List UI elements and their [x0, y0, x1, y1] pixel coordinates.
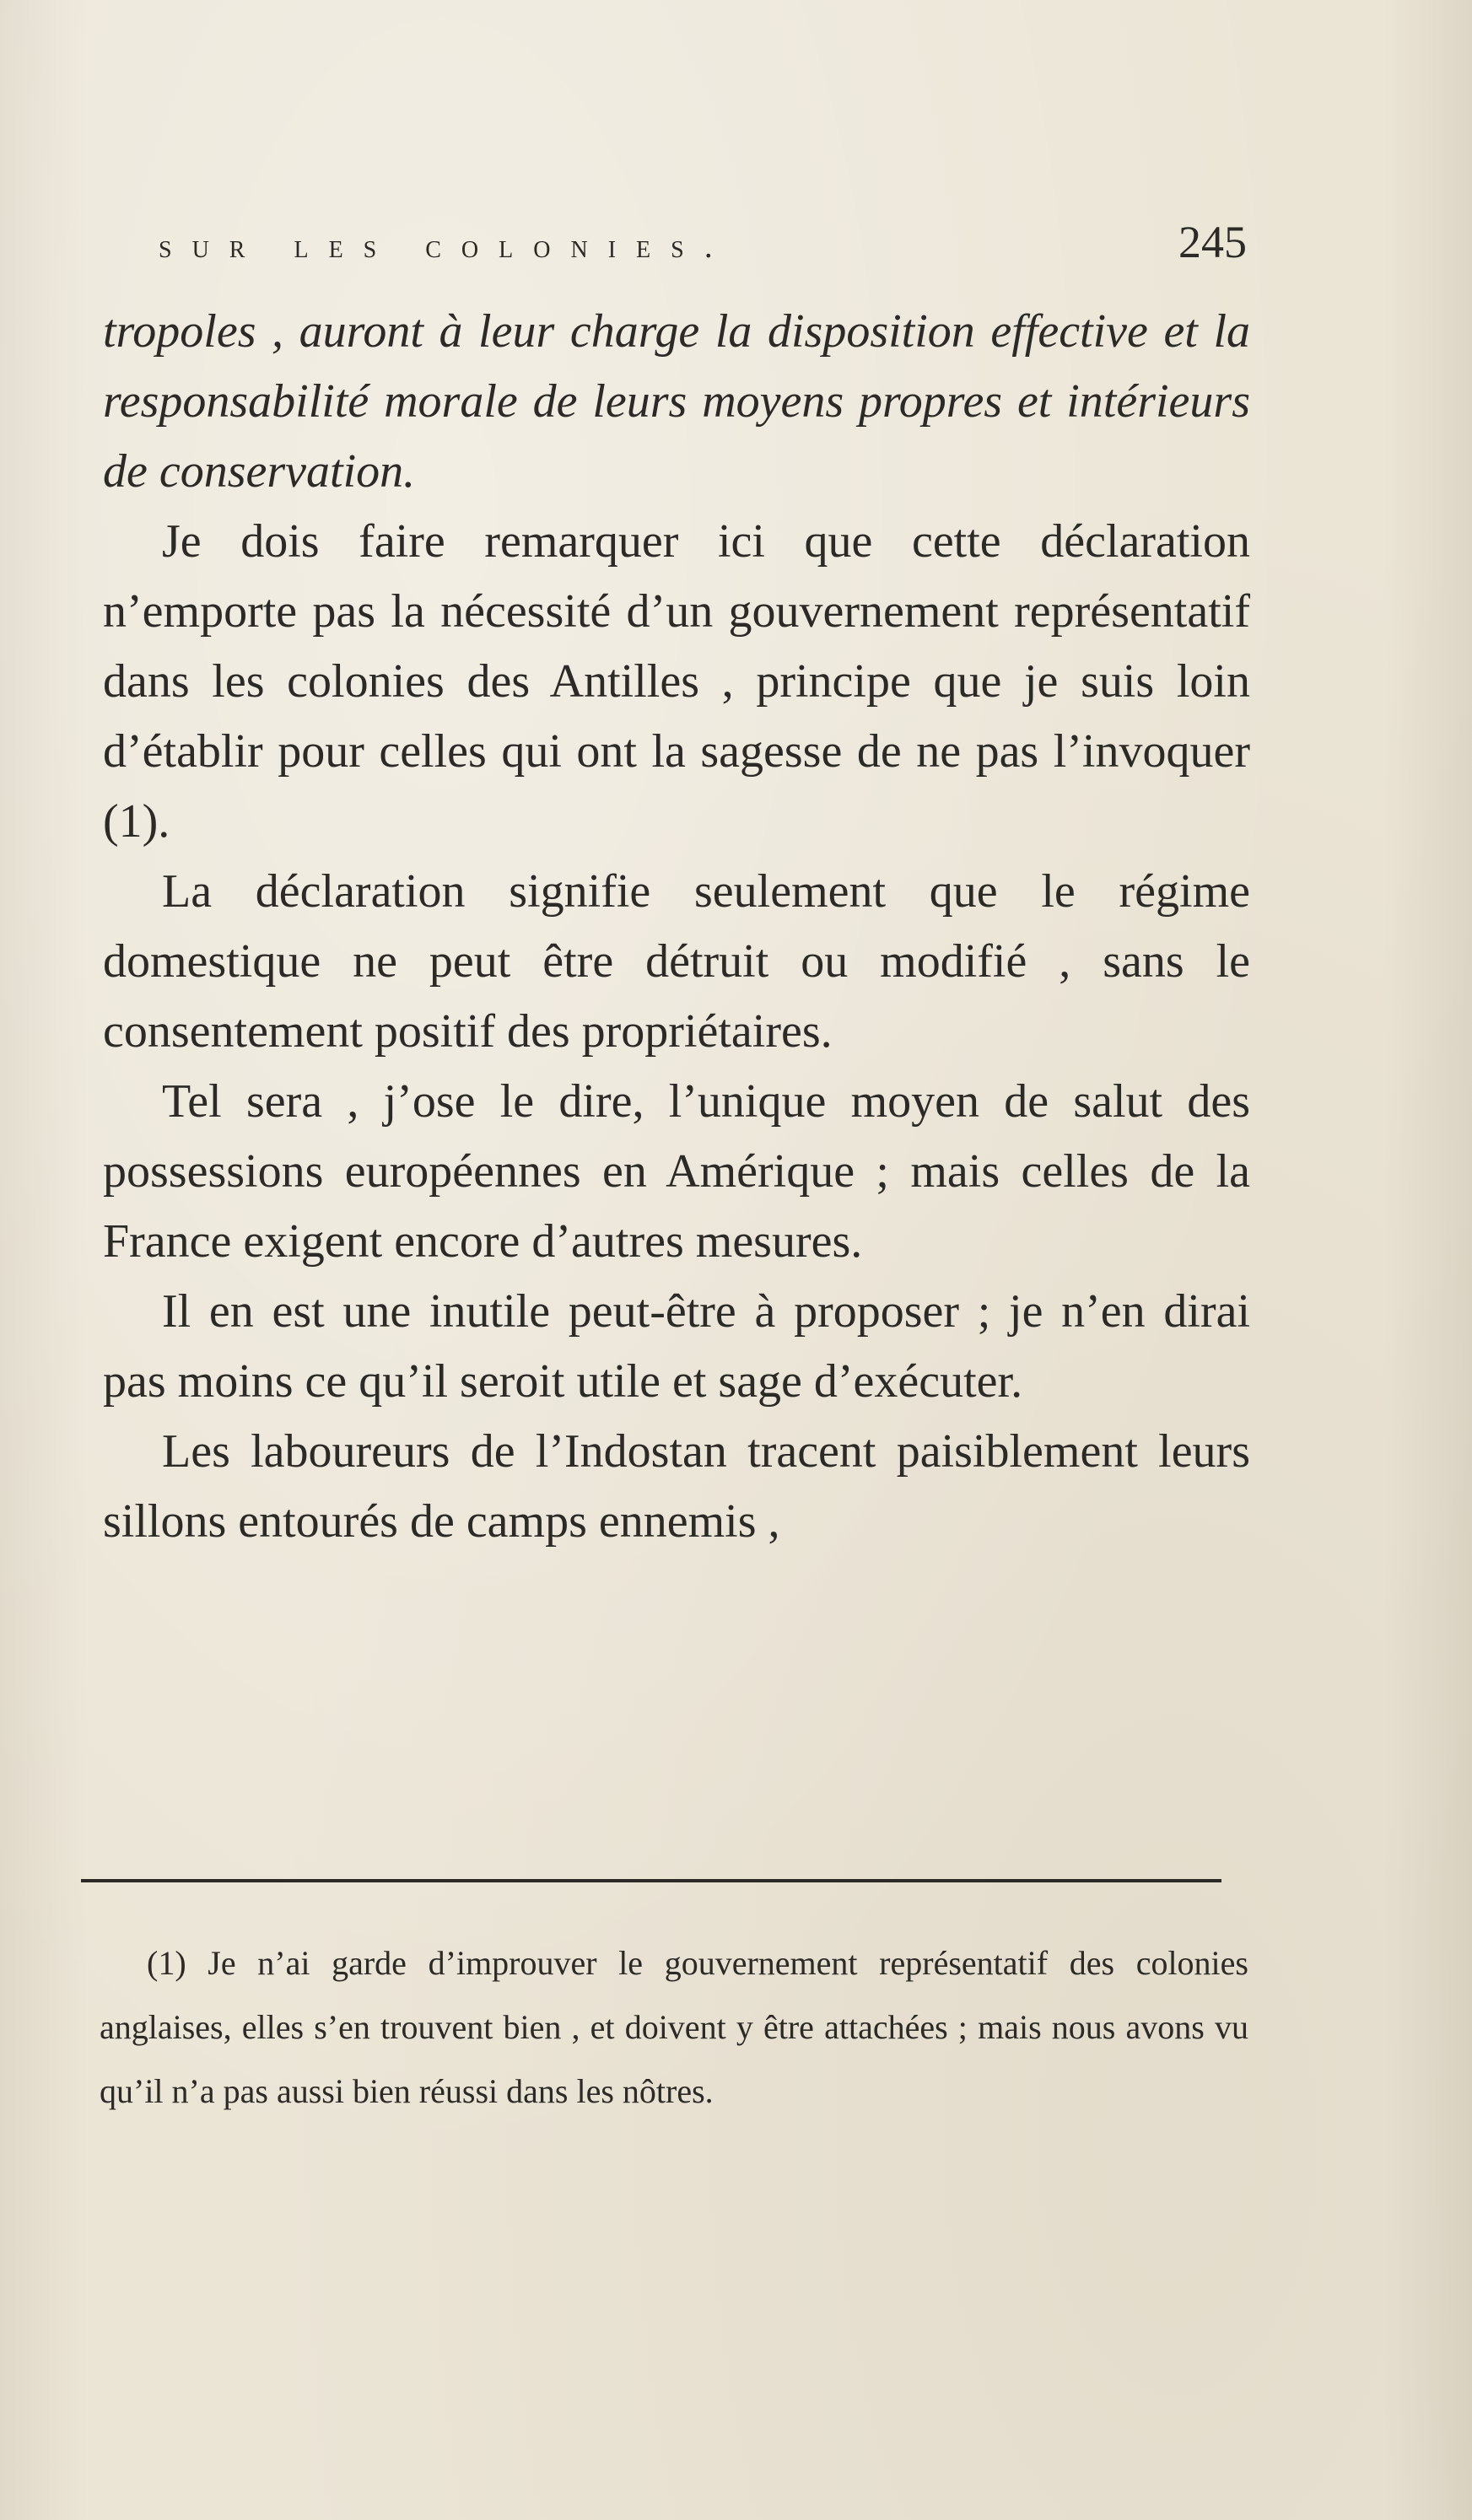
- paragraph: Tel sera , j’ose le dire, l’unique moyen de salut des possessions européennes en Amérique ; mais celles de la France exigent encore d’autres mesures.: [103, 1075, 1250, 1268]
- running-head: [159, 211, 1247, 278]
- page-number: 245: [1178, 217, 1247, 267]
- footnote-rule: [81, 1879, 1221, 1882]
- paragraph: Les laboureurs de l’Indostan tracent paisiblement leurs sillons entourés de camps ennemis ,: [103, 1425, 1250, 1548]
- footnote: (1) Je n’ai garde d’improuver le gouvernement représentatif des colonies anglaises, elles s’en trouvent bien , et doivent y être attachées ; mais nous avons vu qu’il n’a pas aussi bien réussi dans les nôtres.: [100, 1944, 1248, 2110]
- body-text: [103, 297, 1250, 1557]
- running-title: sur les colonies.: [159, 227, 733, 265]
- paragraph: tropoles , auront à leur charge la disposition effective et la responsabilité morale de leurs moyens propres et intérieurs de conservation.: [103, 305, 1250, 498]
- paragraph: Je dois faire remarquer ici que cette déclaration n’emporte pas la nécessité d’un gouvernement représentatif dans les colonies des Antilles , principe que je suis loin d’établir pour celles qui ont la sagesse de ne pas l’invoquer (1).: [103, 515, 1250, 848]
- paragraph: Il en est une inutile peut-être à proposer ; je n’en dirai pas moins ce qu’il seroit utile et sage d’exécuter.: [103, 1285, 1250, 1408]
- paragraph: La déclaration signifie seulement que le régime domestique ne peut être détruit ou modifié , sans le consentement positif des propriétaires.: [103, 865, 1250, 1058]
